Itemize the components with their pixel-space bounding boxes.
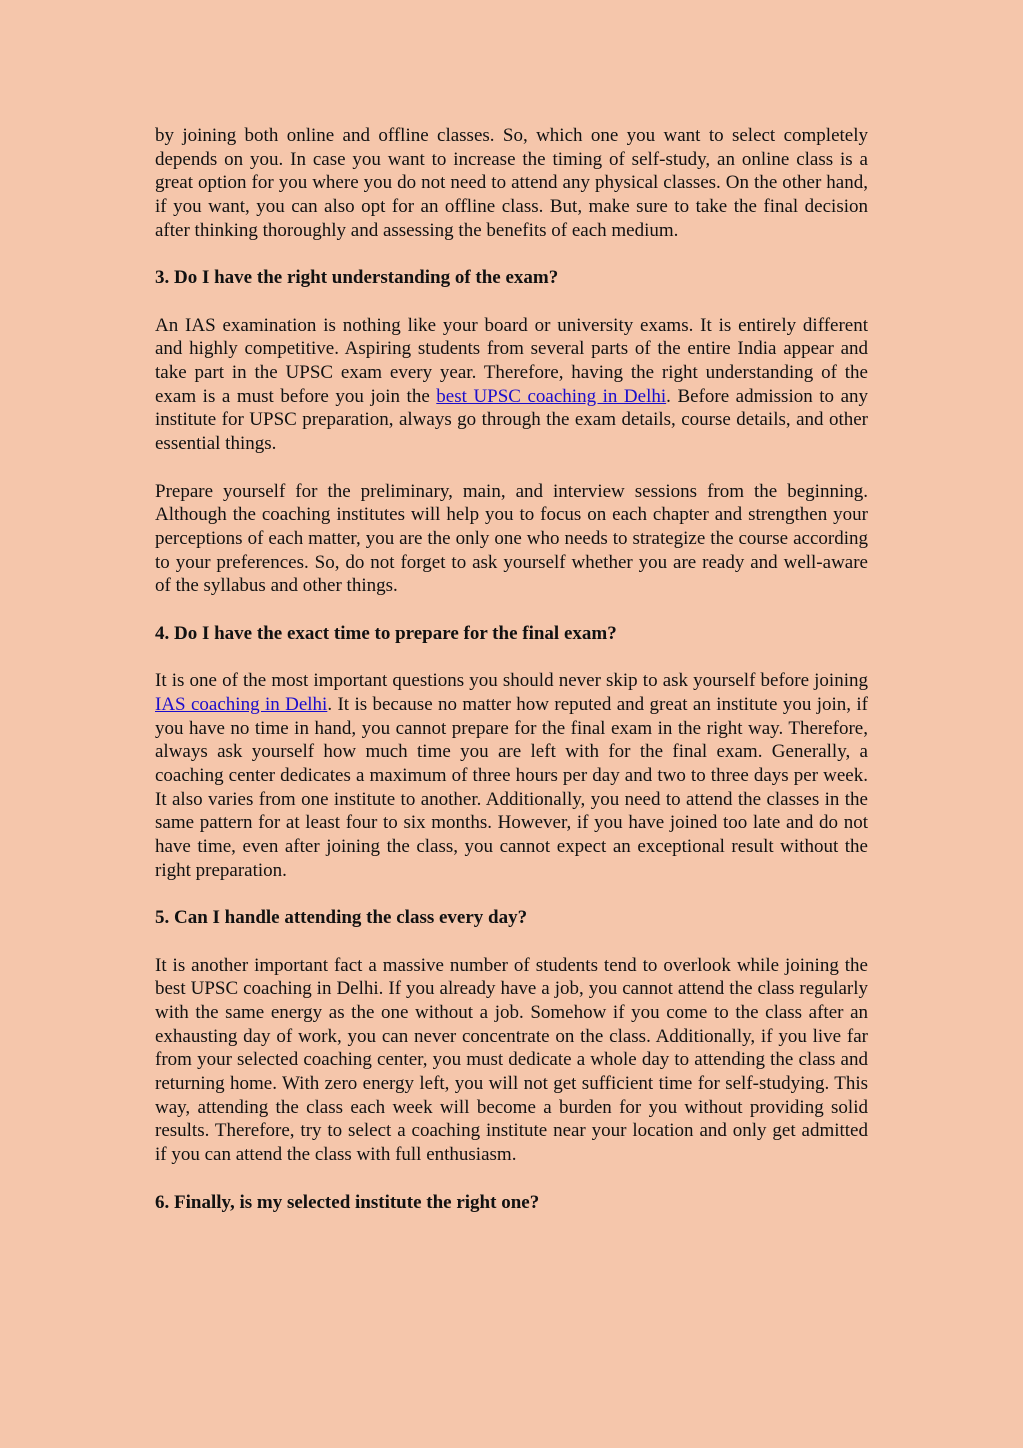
heading-right-understanding: 3. Do I have the right understanding of the exam?	[155, 267, 559, 289]
paragraph-ias-examination	[155, 314, 868, 456]
heading-exact-time: 4. Do I have the exact time to prepare for the final exam?	[155, 622, 617, 644]
paragraph-online-offline	[155, 124, 868, 243]
heading-selected-institute: 6. Finally, is my selected institute the right one?	[155, 1191, 540, 1213]
paragraph-text: Prepare yourself for the preliminary, main, and interview sessions from the beginning. Although the coaching institutes will help you to focus on each chapter and strengthen your perceptions of each matter, you are the only one who needs to strategize the course according to your preferences. So, do not forget to ask yourself whether you are ready and well-aware of the syllabus and other things.	[155, 480, 868, 597]
paragraph-text: by joining both online and offline classes. So, which one you want to select completely depends on you. In case you want to increase the timing of self-study, an online class is a great option for you where you do not need to attend any physical classes. On the other hand, if you want, you can also opt for an offline class. But, make sure to take the final decision after thinking thoroughly and assessing the benefits of each medium.	[155, 125, 868, 241]
paragraph-text-before-link: It is one of the most important questions you should never skip to ask yourself before joining	[155, 670, 868, 692]
paragraph-text-after-link: . Before admission to any institute for UPSC preparation, always go through the exam details, course details, and other essential things.	[155, 385, 869, 455]
ias-coaching-link[interactable]: IAS coaching in Delhi	[155, 693, 328, 715]
paragraph-important-questions	[155, 669, 868, 882]
paragraph-text-after-link: . It is because no matter how reputed and great an institute you join, if you have no time in hand, you cannot prepare for the final exam in the right way. Therefore, always ask yourself how much time you are left with for the final exam. Generally, a coaching center dedicates a maximum of three hours per day and two to three days per week. It also varies from one institute to another. Additionally, you need to attend the classes in the same pattern for at least four to six months. However, if you have joined too late and do not have time, even after joining the class, you cannot expect an exceptional result without the right preparation.	[155, 693, 868, 881]
document-page	[155, 124, 868, 1238]
heading-handle-attending: 5. Can I handle attending the class every day?	[155, 907, 528, 929]
paragraph-prepare-yourself	[155, 480, 868, 599]
best-upsc-coaching-link[interactable]: best UPSC coaching in Delhi	[436, 385, 667, 407]
paragraph-text: It is another important fact a massive number of students tend to overlook while joining the best UPSC coaching in Delhi. If you already have a job, you cannot attend the class regularly with the same energy as the one without a job. Somehow if you come to the class after an exhausting day of work, you can never concentrate on the class. Additionally, if you live far from your selected coaching center, you must dedicate a whole day to attending the class and returning home. With zero energy left, you will not get sufficient time for self-studying. This way, attending the class each week will become a burden for you without providing solid results. Therefore, try to select a coaching institute near your location and only get admitted if you can attend the class with full enthusiasm.	[155, 954, 868, 1166]
paragraph-text-before-link: An IAS examination is nothing like your board or university exams. It is entirely different and highly competitive. Aspiring students from several parts of the entire India appear and take part in the UPSC exam every year. Therefore, having the right understanding of the exam is a must before you join the	[155, 314, 868, 407]
paragraph-another-important-fact	[155, 954, 868, 1167]
